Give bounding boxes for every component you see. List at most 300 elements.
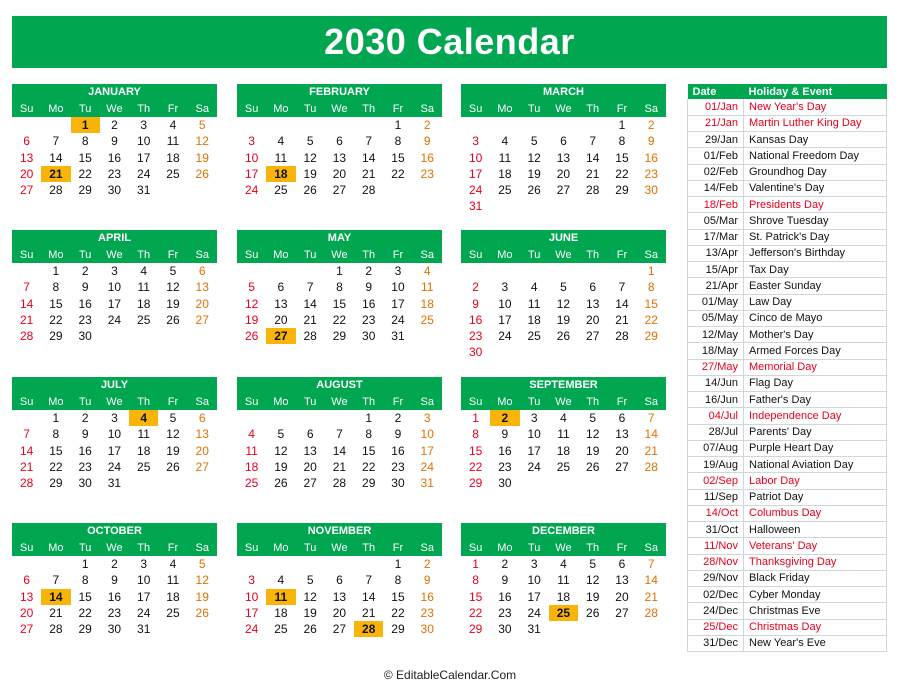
calendar-day: 28 (644, 605, 658, 620)
weekday-header: Th (354, 394, 383, 410)
calendar-day: 31 (420, 476, 434, 491)
calendar-day: 5 (277, 427, 285, 442)
weekday-header: Sa (188, 101, 217, 117)
holiday-date: 01/May (688, 294, 744, 310)
calendar-day: 20 (332, 605, 347, 620)
calendar-day: 2 (501, 557, 509, 571)
calendar-day: 26 (166, 459, 180, 474)
calendar-day: 17 (244, 605, 259, 620)
month-july (12, 377, 217, 491)
calendar-day: 25 (274, 622, 288, 637)
month-name: NOVEMBER (237, 523, 442, 540)
calendar-day: 14 (615, 296, 629, 311)
calendar-day: 30 (107, 183, 122, 198)
holiday-day: 21 (41, 166, 70, 182)
holiday-event: Parents' Day (744, 424, 887, 440)
holiday-event: Labor Day (744, 473, 887, 489)
empty-day (354, 556, 383, 572)
holiday-date: 14/Oct (688, 505, 744, 521)
calendar-day: 2 (472, 280, 479, 295)
calendar-day: 15 (332, 296, 347, 311)
holiday-row (688, 408, 887, 424)
calendar-day: 5 (560, 280, 567, 295)
calendar-day: 8 (647, 280, 655, 295)
holiday-row (688, 619, 887, 635)
empty-day (354, 117, 383, 133)
calendar-day: 5 (306, 573, 314, 588)
calendar-day: 11 (557, 427, 570, 442)
holiday-date: 29/Nov (688, 570, 744, 586)
calendar-day: 21 (19, 459, 34, 474)
calendar-day: 14 (362, 150, 376, 165)
holiday-date: 31/Oct (688, 522, 744, 538)
empty-day (325, 556, 354, 572)
calendar-day: 5 (589, 411, 597, 425)
calendar-day: 11 (557, 573, 570, 588)
calendar-day: 16 (78, 443, 92, 458)
holiday-event-header: Holiday & Event (744, 84, 887, 99)
calendar-day: 23 (391, 459, 405, 474)
weekday-header: Tu (71, 540, 100, 556)
calendar-day: 7 (647, 411, 655, 425)
calendar-day: 12 (527, 150, 541, 165)
month-grid (461, 394, 666, 491)
calendar-day: 3 (140, 118, 148, 132)
calendar-day: 22 (391, 605, 405, 620)
holiday-row (688, 262, 887, 278)
calendar-day: 10 (527, 573, 541, 588)
holiday-row (688, 375, 887, 391)
month-name: FEBRUARY (237, 84, 442, 101)
weekday-header: We (549, 247, 578, 263)
calendar-day: 23 (78, 312, 92, 327)
calendar-day: 2 (423, 118, 431, 132)
calendar-day: 23 (107, 166, 122, 181)
calendar-day: 5 (198, 118, 206, 132)
calendar-day: 16 (107, 150, 122, 165)
calendar-day: 23 (644, 166, 658, 181)
calendar-day: 22 (468, 459, 483, 474)
calendar-day: 11 (420, 280, 434, 295)
calendar-day: 14 (586, 150, 600, 165)
calendar-day: 15 (644, 296, 658, 311)
calendar-day: 4 (530, 280, 538, 295)
calendar-day: 22 (362, 459, 376, 474)
calendar-day: 29 (644, 329, 658, 344)
calendar-day: 31 (137, 622, 151, 637)
calendar-day: 18 (137, 296, 151, 311)
holiday-row (688, 245, 887, 261)
calendar-day: 25 (420, 312, 434, 327)
calendar-day: 21 (19, 312, 34, 327)
calendar-day: 4 (169, 557, 177, 571)
holiday-event: Easter Sunday (744, 278, 887, 294)
holiday-event: Armed Forces Day (744, 343, 887, 359)
weekday-header: Th (354, 101, 383, 117)
empty-day (41, 117, 70, 133)
calendar-day: 8 (394, 573, 402, 588)
calendar-day: 11 (137, 427, 150, 442)
holiday-row (688, 180, 887, 196)
empty-day (549, 117, 578, 133)
calendar-day: 21 (362, 166, 376, 181)
holiday-event: Halloween (744, 522, 887, 538)
weekday-header: Th (578, 540, 607, 556)
calendar-day: 9 (394, 427, 402, 442)
calendar-day: 3 (530, 557, 538, 571)
calendar-day: 22 (468, 605, 483, 620)
calendar-day: 3 (423, 411, 431, 425)
empty-day (549, 263, 578, 279)
calendar-day: 25 (274, 183, 288, 198)
calendar-day: 21 (615, 312, 629, 327)
holiday-date: 02/Sep (688, 473, 744, 489)
month-august (237, 377, 442, 491)
holiday-event: Memorial Day (744, 359, 887, 375)
weekday-header: Mo (490, 394, 519, 410)
calendar-day: 24 (137, 605, 151, 620)
month-april (12, 230, 217, 344)
weekday-header: Su (12, 247, 41, 263)
calendar-day: 13 (332, 589, 347, 604)
calendar-day: 1 (52, 411, 60, 425)
calendar-day: 21 (362, 605, 376, 620)
calendar-day: 25 (244, 476, 259, 491)
month-february (237, 84, 442, 198)
holiday-day: 18 (266, 166, 295, 182)
holiday-date: 01/Jan (688, 99, 744, 115)
calendar-day: 17 (420, 443, 434, 458)
calendar-day: 23 (420, 605, 434, 620)
holiday-date: 02/Feb (688, 164, 744, 180)
calendar-day: 12 (195, 573, 209, 588)
calendar-day: 18 (137, 443, 151, 458)
weekday-header: Su (237, 540, 266, 556)
weekday-header: Su (12, 101, 41, 117)
calendar-day: 22 (644, 312, 658, 327)
calendar-day: 2 (111, 557, 118, 571)
month-grid (237, 540, 442, 637)
holiday-day: 14 (41, 589, 70, 605)
calendar-day: 5 (306, 134, 314, 149)
calendar-day: 15 (78, 589, 92, 604)
holiday-date: 13/Apr (688, 245, 744, 261)
calendar-day: 26 (303, 622, 317, 637)
calendar-day: 21 (644, 589, 658, 604)
holiday-event: National Freedom Day (744, 148, 887, 164)
calendar-day: 11 (245, 443, 258, 458)
calendar-day: 28 (19, 476, 34, 491)
calendar-day: 19 (166, 296, 180, 311)
calendar-day: 24 (244, 622, 259, 637)
weekday-header: We (325, 540, 354, 556)
calendar-day: 19 (303, 605, 317, 620)
calendar-day: 2 (81, 411, 89, 425)
holiday-date: 18/Feb (688, 197, 744, 213)
calendar-day: 20 (332, 166, 347, 181)
calendar-day: 15 (391, 589, 405, 604)
calendar-day: 21 (644, 443, 658, 458)
calendar-day: 28 (303, 329, 317, 344)
calendar-day: 7 (23, 280, 30, 295)
weekday-header: Fr (607, 101, 636, 117)
weekday-header: Su (461, 247, 490, 263)
calendar-day: 25 (137, 312, 151, 327)
holiday-day: 27 (266, 328, 295, 344)
holiday-row (688, 294, 887, 310)
calendar-day: 18 (244, 459, 259, 474)
holiday-day: 25 (549, 605, 578, 621)
empty-day (12, 117, 41, 133)
calendar-day: 22 (332, 312, 347, 327)
calendar-day: 20 (556, 166, 571, 181)
empty-day (266, 556, 295, 572)
calendar-day: 5 (169, 264, 177, 278)
empty-day (325, 410, 354, 426)
weekday-header: Sa (188, 540, 217, 556)
calendar-day: 15 (49, 296, 63, 311)
calendar-day: 8 (472, 573, 479, 588)
calendar-day: 22 (49, 312, 63, 327)
holiday-event: Columbus Day (744, 505, 887, 521)
calendar-day: 26 (166, 312, 180, 327)
calendar-day: 13 (303, 443, 317, 458)
calendar-day: 20 (19, 166, 34, 181)
empty-day (490, 117, 519, 133)
calendar-day: 18 (166, 589, 180, 604)
calendar-day: 23 (468, 329, 483, 344)
calendar-day: 16 (468, 312, 483, 327)
calendar-day: 30 (362, 329, 376, 344)
month-grid (12, 101, 217, 198)
holiday-date: 12/May (688, 327, 744, 343)
calendar-day: 23 (498, 459, 512, 474)
empty-day (41, 556, 70, 572)
calendar-day: 19 (195, 150, 209, 165)
holiday-row (688, 570, 887, 586)
calendar-day: 6 (306, 427, 314, 442)
calendar-day: 7 (336, 427, 343, 442)
calendar-day: 22 (78, 166, 92, 181)
calendar-day: 4 (169, 118, 177, 132)
weekday-header: Th (129, 101, 158, 117)
calendar-day: 12 (166, 427, 180, 442)
calendar-day: 24 (137, 166, 151, 181)
weekday-header: Su (12, 394, 41, 410)
holiday-date: 11/Sep (688, 489, 744, 505)
calendar-day: 24 (107, 312, 122, 327)
calendar-day: 27 (586, 329, 600, 344)
holiday-event: Martin Luther King Day (744, 115, 887, 131)
empty-day (237, 556, 266, 572)
calendar-day: 20 (586, 312, 600, 327)
calendar-day: 13 (615, 573, 629, 588)
holiday-row (688, 99, 887, 115)
calendar-day: 29 (468, 622, 483, 637)
calendar-day: 4 (423, 264, 431, 278)
holiday-date: 05/May (688, 310, 744, 326)
calendar-day: 26 (303, 183, 317, 198)
calendar-day: 27 (332, 622, 347, 637)
holiday-event: Father's Day (744, 392, 887, 408)
calendar-day: 26 (195, 605, 209, 620)
calendar-day: 7 (618, 280, 626, 295)
calendar-day: 20 (615, 589, 629, 604)
month-grid (12, 540, 217, 637)
calendar-day: 7 (23, 427, 30, 442)
weekday-header: Mo (266, 101, 295, 117)
holiday-table-header (688, 84, 887, 99)
weekday-header: Tu (520, 540, 549, 556)
calendar-day: 10 (107, 280, 122, 295)
calendar-day: 2 (423, 557, 431, 571)
holiday-event: Cinco de Mayo (744, 310, 887, 326)
calendar-day: 4 (560, 411, 567, 425)
calendar-day: 3 (248, 573, 255, 588)
calendar-day: 24 (498, 329, 512, 344)
weekday-header: Fr (607, 540, 636, 556)
weekday-header: Sa (637, 540, 666, 556)
calendar-day: 29 (615, 183, 629, 198)
calendar-day: 6 (198, 411, 206, 425)
empty-day (578, 263, 607, 279)
weekday-header: Mo (266, 247, 295, 263)
calendar-day: 7 (306, 280, 314, 295)
weekday-header: We (549, 394, 578, 410)
holiday-row (688, 635, 887, 651)
calendar-day: 3 (140, 557, 148, 571)
calendar-day: 9 (81, 280, 89, 295)
calendar-day: 9 (647, 134, 655, 149)
holiday-row (688, 132, 887, 148)
holiday-date: 04/Jul (688, 408, 744, 424)
calendar-day: 10 (527, 427, 541, 442)
calendar-day: 1 (472, 411, 479, 425)
calendar-day: 10 (107, 427, 122, 442)
weekday-header: Th (129, 247, 158, 263)
weekday-header: Sa (637, 247, 666, 263)
holiday-row (688, 115, 887, 131)
calendar-day: 27 (19, 183, 34, 198)
calendar-day: 16 (107, 589, 122, 604)
holiday-date: 21/Apr (688, 278, 744, 294)
calendar-day: 12 (586, 427, 600, 442)
calendar-day: 13 (615, 427, 629, 442)
calendar-day: 1 (618, 118, 626, 132)
calendar-day: 27 (19, 622, 34, 637)
calendar-day: 3 (394, 264, 402, 278)
holiday-date: 11/Nov (688, 538, 744, 554)
calendar-day: 9 (423, 134, 431, 149)
calendar-day: 8 (472, 427, 479, 442)
calendar-day: 18 (420, 296, 434, 311)
calendar-day: 21 (332, 459, 347, 474)
calendar-day: 23 (498, 605, 512, 620)
calendar-day: 4 (140, 264, 148, 278)
weekday-header: Tu (71, 101, 100, 117)
weekday-header: Sa (188, 247, 217, 263)
calendar-day: 26 (527, 183, 541, 198)
holiday-date: 16/Jun (688, 392, 744, 408)
calendar-day: 10 (137, 134, 151, 149)
month-name: JANUARY (12, 84, 217, 101)
calendar-day: 14 (362, 589, 376, 604)
calendar-day: 13 (19, 589, 34, 604)
month-name: SEPTEMBER (461, 377, 666, 394)
weekday-header: Sa (637, 101, 666, 117)
calendar-day: 25 (166, 166, 180, 181)
calendar-day: 20 (303, 459, 317, 474)
calendar-day: 6 (336, 134, 343, 149)
calendar-day: 25 (498, 183, 512, 198)
calendar-day: 20 (195, 443, 209, 458)
month-grid (237, 247, 442, 344)
holiday-date: 31/Dec (688, 635, 744, 651)
calendar-day: 30 (78, 329, 92, 344)
weekday-header: Sa (188, 394, 217, 410)
calendar-day: 10 (137, 573, 151, 588)
calendar-day: 28 (49, 183, 63, 198)
calendar-day: 6 (23, 573, 30, 588)
calendar-day: 12 (274, 443, 288, 458)
calendar-day: 8 (52, 427, 60, 442)
calendar-day: 29 (78, 183, 92, 198)
calendar-day: 1 (81, 557, 89, 571)
calendar-day: 16 (362, 296, 376, 311)
calendar-day: 14 (332, 443, 347, 458)
empty-day (266, 117, 295, 133)
holiday-event: Presidents Day (744, 197, 887, 213)
calendar-day: 18 (274, 605, 288, 620)
calendar-day: 2 (647, 118, 655, 132)
weekday-header: Fr (158, 394, 187, 410)
weekday-header: Th (578, 101, 607, 117)
calendar-day: 29 (78, 622, 92, 637)
holiday-event: Flag Day (744, 375, 887, 391)
calendar-day: 8 (81, 134, 89, 149)
holiday-row (688, 148, 887, 164)
calendar-day: 18 (527, 312, 541, 327)
calendar-day: 15 (362, 443, 376, 458)
calendar-day: 15 (391, 150, 405, 165)
calendar-day: 11 (137, 280, 150, 295)
calendar-day: 9 (472, 296, 479, 311)
weekday-header: Fr (383, 540, 412, 556)
weekday-header: Fr (383, 247, 412, 263)
calendar-day: 18 (498, 166, 512, 181)
holiday-event: Purple Heart Day (744, 440, 887, 456)
holiday-date: 05/Mar (688, 213, 744, 229)
holiday-row (688, 440, 887, 456)
calendar-day: 27 (615, 459, 629, 474)
holiday-date: 29/Jan (688, 132, 744, 148)
empty-day (296, 117, 325, 133)
empty-day (12, 556, 41, 572)
calendar-day: 14 (19, 296, 34, 311)
calendar-day: 18 (556, 443, 571, 458)
month-grid (461, 540, 666, 637)
holiday-day: 11 (266, 589, 295, 605)
calendar-day: 23 (78, 459, 92, 474)
holiday-date: 21/Jan (688, 115, 744, 131)
calendar-day: 31 (137, 183, 151, 198)
calendar-day: 21 (303, 312, 317, 327)
calendar-day: 5 (248, 280, 255, 295)
month-grid (12, 247, 217, 344)
month-name: JUNE (461, 230, 666, 247)
calendar-day: 17 (498, 312, 512, 327)
calendar-day: 20 (19, 605, 34, 620)
